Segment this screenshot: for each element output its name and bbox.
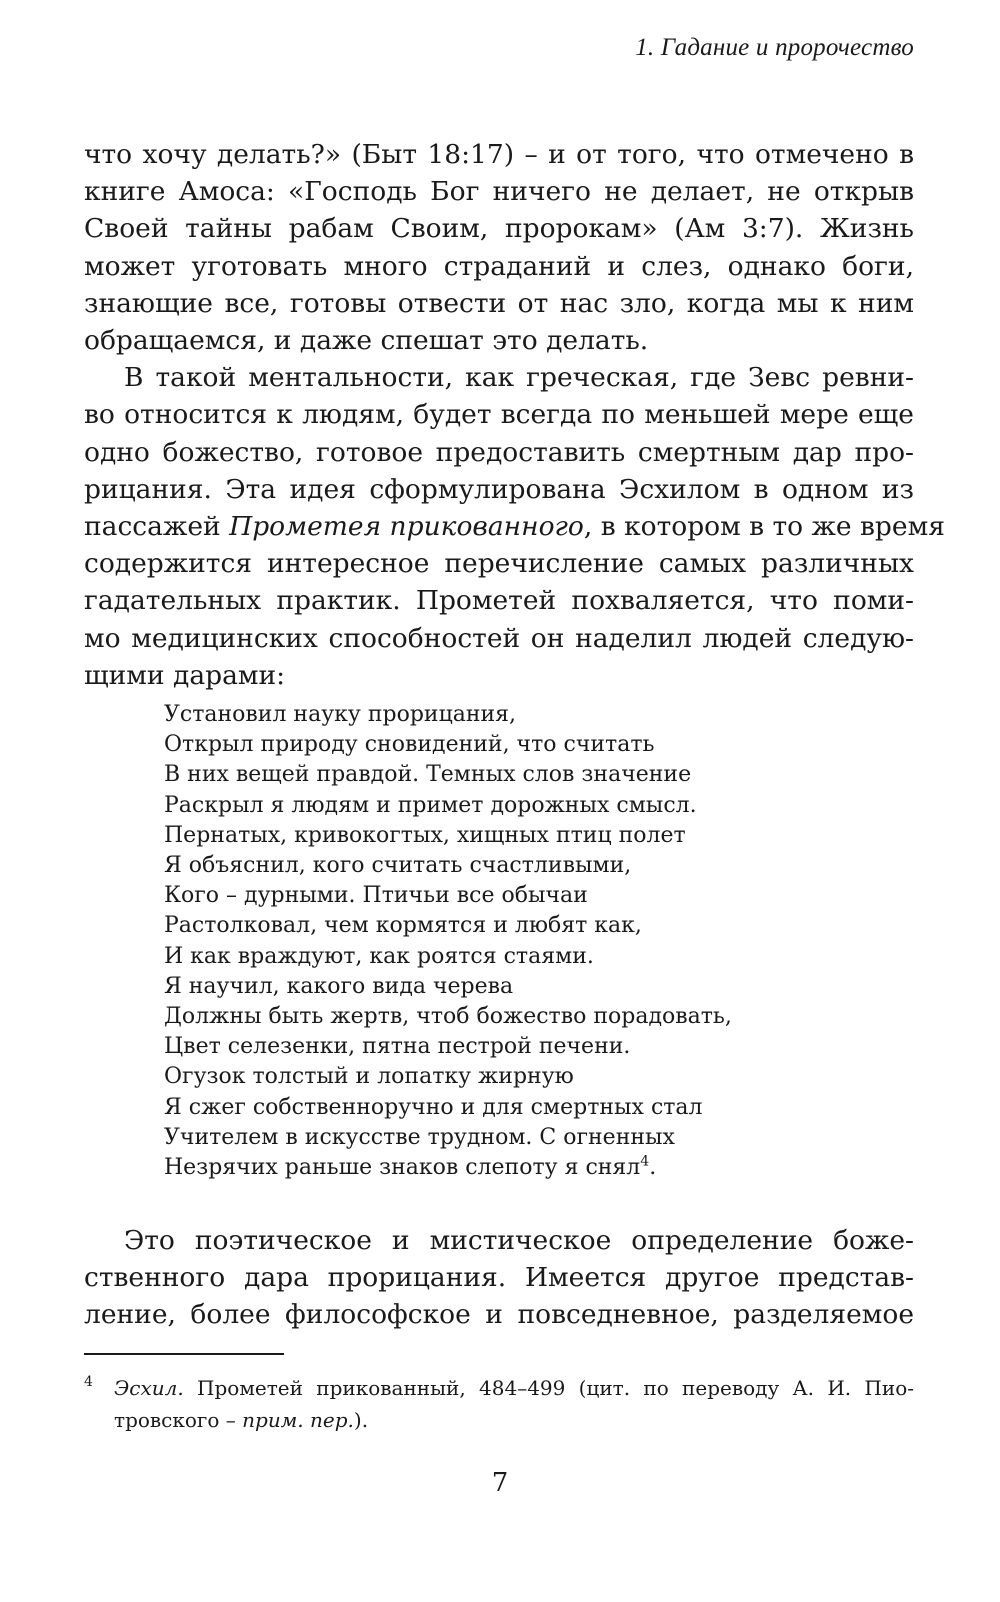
verse-line-text: Незрячих раньше знаков слепоту я снял bbox=[164, 1155, 641, 1181]
text-line: Своей тайны рабам Своим, пророкам» (Ам 3:7). Жизнь bbox=[84, 213, 914, 245]
verse-line: Раскрыл я людям и примет дорожных смысл. bbox=[164, 792, 697, 818]
page-number: 7 bbox=[491, 1468, 509, 1498]
footnote-line bbox=[84, 1404, 914, 1436]
work-title: Прометея прикованного bbox=[229, 511, 584, 543]
verse-line: Растолковал, чем кормятся и любят как, bbox=[164, 913, 642, 939]
verse-quote bbox=[164, 700, 732, 1183]
verse-line: Я объяснил, кого считать счастливыми, bbox=[164, 853, 632, 879]
footnote-text: Прометей прикованный, 484–499 (цит. по переводу А. И. Пио- bbox=[183, 1376, 914, 1400]
text-line: ственного дара прорицания. Имеется другое представ- bbox=[84, 1262, 914, 1294]
footnote-line bbox=[84, 1372, 914, 1404]
verse-line: Открыл природу сновидений, что считать bbox=[164, 732, 655, 758]
text-line: что хочу делать?» (Быт 18:17) – и от того, что отмечено в bbox=[84, 139, 914, 170]
text-line: Это поэтическое и мистическое определение боже- bbox=[124, 1225, 914, 1256]
text-line: книге Амоса: «Господь Бог ничего не делает, не открыв bbox=[84, 176, 914, 208]
running-title: 1. Гадание и пророчество bbox=[635, 34, 914, 61]
footnote-number: 4 bbox=[84, 1374, 93, 1390]
footnote-text: тровского – bbox=[114, 1408, 243, 1432]
footnote-text: ). bbox=[353, 1408, 369, 1432]
verse-line: Я сжег собственноручно и для смертных стал bbox=[164, 1094, 703, 1120]
verse-line: Пернатых, кривокогтых, хищных птиц полет bbox=[164, 822, 686, 848]
verse-line: Я научил, какого вида черева bbox=[164, 973, 514, 999]
text-line: гадательных практик. Прометей похваляется, что поми- bbox=[84, 585, 914, 617]
footnote-divider bbox=[84, 1353, 284, 1355]
text-line: знающие все, готовы отвести от нас зло, когда мы к ним bbox=[84, 287, 914, 319]
text-line: одно божество, готовое предоставить смертным дар про- bbox=[84, 436, 914, 468]
text-line: рицания. Эта идея сформулирована Эсхилом в одном из bbox=[84, 473, 914, 505]
verse-line-last: Незрячих раньше знаков слепоту я снял$^4$. bbox=[164, 1153, 657, 1181]
verse-line: Должны быть жертв, чтоб божество порадовать, bbox=[164, 1004, 732, 1030]
text-line: мо медицинских способностей он наделил людей следую- bbox=[84, 622, 914, 654]
text-fragment: , в котором в то же время bbox=[583, 511, 945, 543]
footnote bbox=[84, 1372, 914, 1436]
text-line: может уготовать много страданий и слез, однако боги, bbox=[84, 250, 914, 282]
verse-line: В них вещей правдой. Темных слов значение bbox=[164, 762, 692, 788]
translator-note: прим. пер. bbox=[242, 1408, 354, 1432]
verse-line: Кого – дурными. Птичьи все обычаи bbox=[164, 883, 588, 909]
verse-line: Установил науку прорицания, bbox=[164, 702, 517, 727]
verse-line: Цвет селезенки, пятна пестрой печени. bbox=[164, 1034, 631, 1060]
footnote-reference[interactable]: 4 bbox=[640, 1153, 650, 1170]
main-text bbox=[84, 136, 945, 694]
footnote-author: Эсхил. bbox=[114, 1376, 184, 1400]
text-line: В такой ментальности, как греческая, где Зевс ревни- bbox=[124, 362, 914, 394]
verse-line: Огузок толстый и лопатку жирную bbox=[164, 1064, 574, 1090]
text-line: обращаемся, и даже спешат это делать. bbox=[84, 325, 649, 357]
main-text-continued bbox=[84, 1222, 914, 1334]
text-line: щими дарами: bbox=[84, 659, 286, 691]
text-line: ление, более философское и повседневное, разделяемое bbox=[84, 1299, 914, 1331]
verse-line: И как враждуют, как роятся стаями. bbox=[164, 943, 594, 969]
text-line: содержится интересное перечисление самых различных bbox=[84, 548, 914, 580]
verse-line: Учителем в искусстве трудном. С огненных bbox=[164, 1124, 675, 1150]
text-line: во относится к людям, будет всегда по меньшей мере еще bbox=[84, 399, 914, 431]
text-fragment: пассажей bbox=[84, 511, 230, 543]
text-line-with-title bbox=[84, 508, 945, 545]
